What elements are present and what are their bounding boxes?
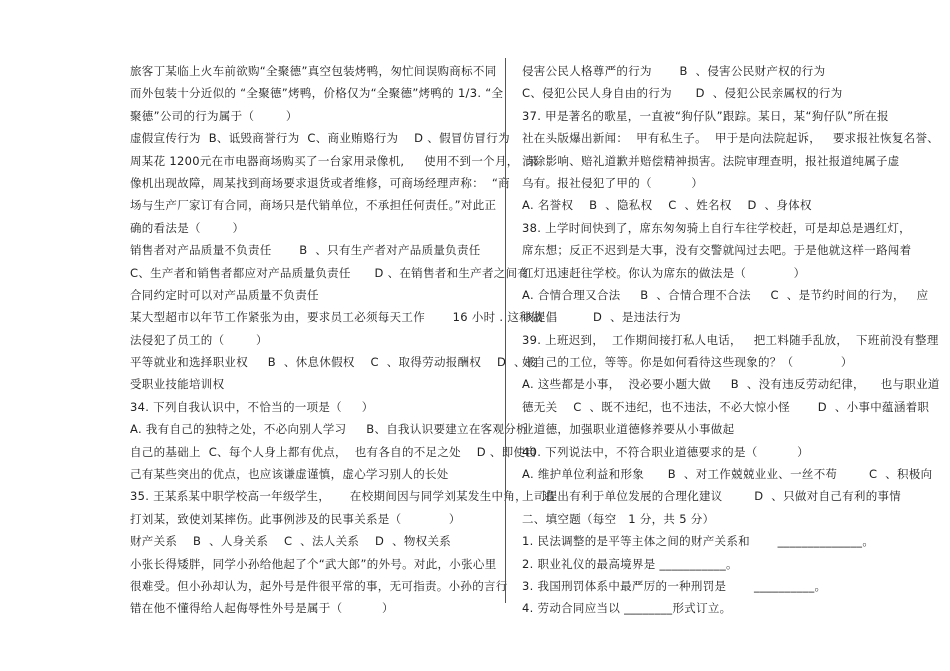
text-line: A. 这些都是小事， 没必要小题大做 B 、没有违反劳动纪律， 也与职业道: [522, 377, 940, 392]
text-line: A. 名誉权 B 、隐私权 C 、姓名权 D 、身体权: [522, 198, 812, 213]
text-line: 1. 民法调整的是平等主体之间的财产关系和 ______________。: [522, 534, 875, 549]
text-line: 受职业技能培训权: [130, 377, 225, 392]
text-line: 销售者对产品质量不负责任 B 、只有生产者对产品质量负责任: [130, 243, 481, 258]
text-line: 34. 下列自我认识中，不恰当的一项是（ ）: [130, 399, 374, 414]
text-line: 红灯迅速赶往学校。你认为席东的做法是（ ）: [522, 265, 806, 280]
text-line: 自己的基础上 C、每个人身上都有优点， 也有各自的不足之处 D 、即使自: [130, 444, 538, 459]
text-line: C、生产者和销售者都应对产品质量负责任 D 、在销售者和生产者之间有: [130, 265, 530, 280]
text-line: 2. 职业礼仪的最高境界是 ___________。: [522, 556, 738, 571]
text-line: 己有某些突出的优点，也应该谦虚谨慎，虚心学习别人的长处: [130, 467, 449, 482]
text-line: 39. 上班迟到， 工作期间接打私人电话， 把工料随手乱放， 下班前没有整理: [522, 332, 939, 347]
text-line: 该提倡 D 、是违法行为: [522, 310, 681, 325]
text-line: 平等就业和选择职业权 B 、休息休假权 C 、取得劳动报酬权 D 、接: [130, 355, 538, 370]
text-line: 乌有。报社侵犯了甲的（ ）: [522, 175, 704, 190]
text-line: 上司提出有利于单位发展的合理化建议 D 、只做对自己有利的事情: [522, 489, 902, 504]
text-line: 侵害公民人格尊严的行为 B 、侵害公民财产权的行为: [522, 64, 826, 78]
text-line: 合同约定时可以对产品质量不负责任: [130, 287, 319, 302]
text-line: 确的看法是（ ）: [130, 220, 245, 235]
text-line: 德无关 C 、既不违纪，也不违法，不必大惊小怪 D 、小事中蕴涵着职: [522, 399, 930, 414]
text-line: 3. 我国刑罚体系中最严厉的一种刑罚是 __________。: [522, 578, 827, 593]
text-line: 37. 甲是著名的歌星，一直被“狗仔队”跟踪。某日，某“狗仔队”所在报: [522, 108, 889, 123]
text-line: A. 维护单位利益和形象 B 、对工作兢兢业业、一丝不苟 C 、积极向: [522, 467, 933, 482]
text-line: 小张长得矮胖，同学小孙给他起了个“武大郎”的外号。对此，小张心里: [130, 556, 497, 571]
column-divider: [505, 58, 506, 603]
text-line: 旅客丁某临上火车前欲购“全聚德”真空包装烤鸭，匆忙间误购商标不同: [130, 64, 497, 78]
text-line: 场与生产厂家订有合同，商场只是代销单位，不承担任何责任。”对此正: [130, 198, 497, 213]
text-line: 业道德，加强职业道德修养要从小事做起: [522, 422, 735, 437]
text-line: 聚德”公司的行为属于（ ）: [130, 108, 298, 123]
text-line: 好自己的工位，等等。你是如何看待这些现象的？（ ）: [522, 355, 853, 370]
text-line: C、侵犯公民人身自由的行为 D 、侵犯公民亲属权的行为: [522, 86, 843, 101]
text-line: 周某花 1200元在市电器商场购买了一台家用录像机, 使用不到一个月， 录: [130, 153, 539, 168]
text-line: 虚假宣传行为 B、诋毁商誉行为 C、商业贿赂行为 D 、假冒仿冒行为: [130, 131, 510, 146]
text-line: 法侵犯了员工的（ ）: [130, 332, 268, 347]
text-line: 打刘某，致使刘某摔伤。此事例涉及的民事关系是（ ）: [130, 511, 461, 526]
text-line: A. 我有自己的独特之处，不必向别人学习 B、自我认识要建立在客观分析: [130, 422, 528, 437]
right-column: [522, 60, 940, 620]
text-line: A. 合情合理又合法 B 、合情合理不合法 C 、是节约时间的行为， 应: [522, 287, 929, 302]
text-line: 很难受。但小孙却认为，起外号是件很平常的事，无可指责。小孙的言行: [130, 578, 508, 593]
text-line: 像机出现故障，周某找到商场要求退货或者维修，可商场经理声称： “商: [130, 175, 510, 190]
text-line: 错在他不懂得给人起侮辱性外号是属于（ ）: [130, 601, 394, 616]
text-line: 35. 王某系某中职学校高一年级学生， 在校期间因与同学刘某发生中角， 追: [130, 489, 555, 504]
text-line: 社在头版爆出新闻： 甲有私生子。 甲于是向法院起诉， 要求报社恢复名誉、: [522, 131, 940, 146]
text-line: 席东想；反正不迟到是大事，没有交警就闯过去吧。于是他就这样一路闯着: [522, 243, 912, 258]
text-line: 而外包装十分近似的 “全聚德”烤鸭，价格仅为“全聚德”烤鸭的 1/3. “全: [130, 86, 504, 101]
left-column: [130, 60, 555, 620]
text-line: 消除影响、赔礼道歉并赔偿精神损害。法院审理查明，报社报道纯属子虚: [522, 153, 900, 168]
section-heading: 二、填空题（每空 1 分，共 5 分）: [522, 511, 715, 526]
text-line: 某大型超市以年节工作紧张为由，要求员工必须每天工作 16 小时 . 这种做: [130, 310, 543, 325]
text-line: 40. 下列说法中，不符合职业道德要求的是（ ）: [522, 444, 809, 459]
text-line: 38. 上学时间快到了，席东匆匆骑上自行车往学校赶，可是却总是遇红灯，: [522, 220, 911, 235]
text-line: 财产关系 B 、人身关系 C 、法人关系 D 、物权关系: [130, 534, 452, 549]
text-line: 4. 劳动合同应当以 ________形式订立。: [522, 601, 732, 616]
